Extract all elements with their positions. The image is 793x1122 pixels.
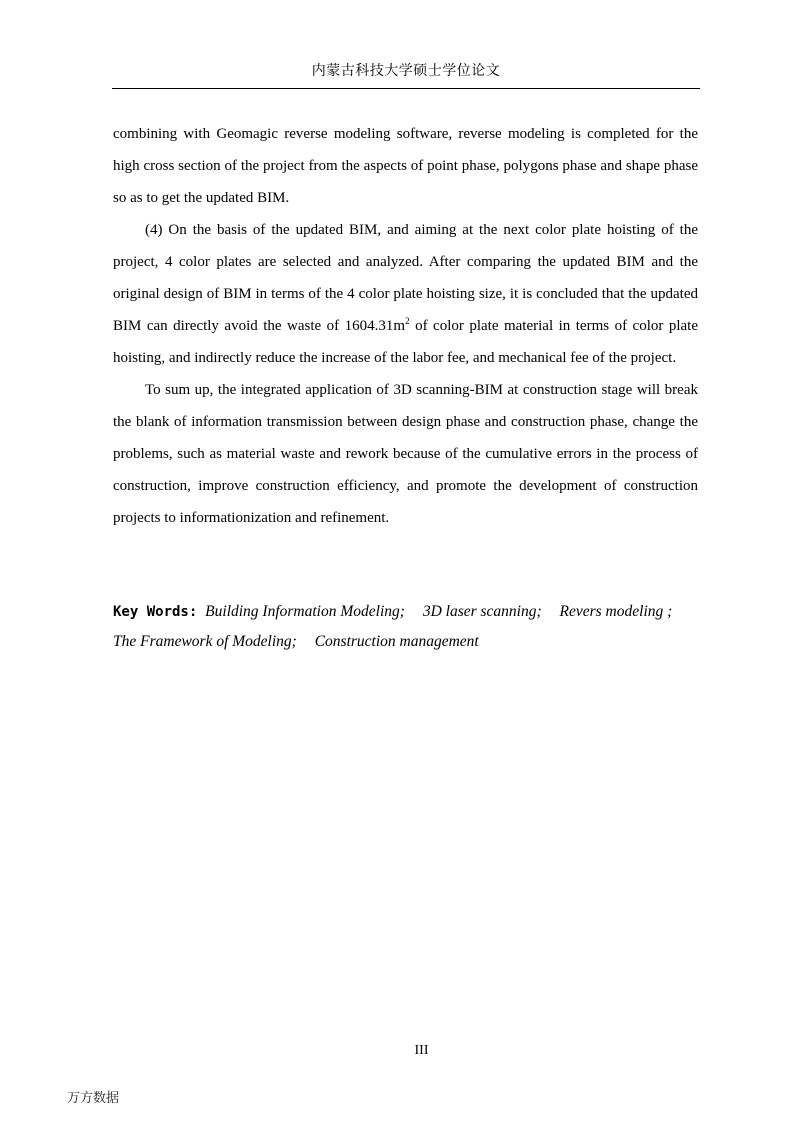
abstract-body (113, 118, 698, 534)
page-header-title: 内蒙古科技大学硕士学位论文 (311, 63, 501, 79)
paragraph-2-text-b: of color plate material in terms of color plate hoisting, and indirectly reduce the increase of the labor fee, and mechanical fee of the project. (113, 318, 698, 366)
keyword-item: Revers modeling ; (559, 603, 673, 620)
header-divider (112, 88, 700, 89)
keyword-item: Building Information Modeling; (205, 603, 405, 620)
keyword-item: The Framework of Modeling; (113, 633, 297, 650)
page-number: III (414, 1043, 429, 1058)
keyword-item: 3D laser scanning; (422, 603, 542, 620)
superscript-2: 2 (405, 316, 410, 326)
paragraph-1: combining with Geomagic reverse modeling software, reverse modeling is completed for the high cross section of the project from the aspects of point phase, polygons phase and shape phase so as to get the updated BIM. (113, 126, 698, 206)
keyword-item: Construction management (314, 633, 479, 650)
keywords-block (113, 597, 698, 656)
paragraph-2-text-a: (4) On the basis of the updated BIM, and aiming at the next color plate hoisting of the project, 4 color plates are selected and analyzed. After comparing the updated BIM and the original design of BIM in terms of the 4 color plate hoisting size, it is concluded that the updated BIM can directly avoid the waste of 1604.31m (113, 222, 698, 334)
keywords-label: Key Words: (113, 604, 198, 620)
source-watermark: 万方数据 (67, 1091, 120, 1106)
paragraph-3: To sum up, the integrated application of 3D scanning-BIM at construction stage will break the blank of information transmission between design phase and construction phase, change the problems, such as material waste and rework because of the cumulative errors in the process of construction, improve construction efficiency, and promote the development of construction projects to informationization and refinement. (113, 382, 698, 526)
paragraph-2 (113, 214, 698, 374)
